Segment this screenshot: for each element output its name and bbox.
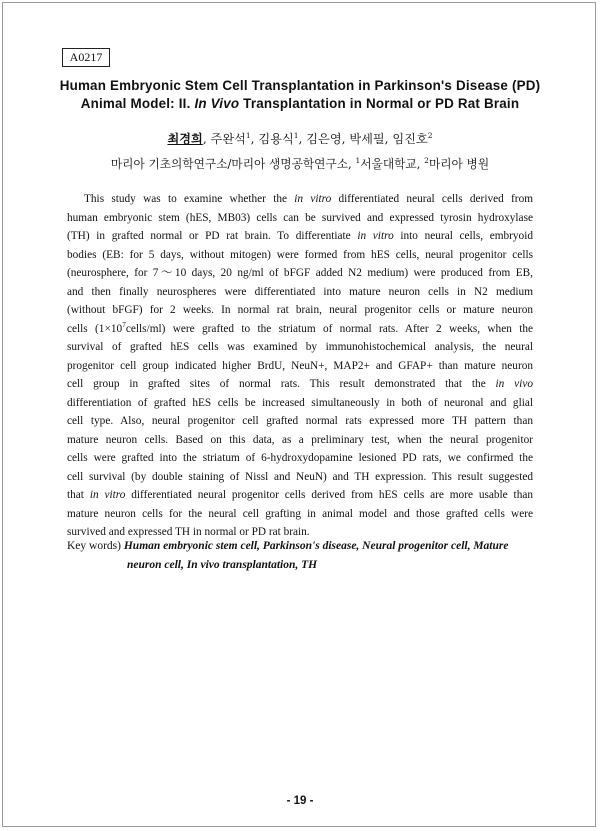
- affil-sup-1: 1: [355, 156, 361, 165]
- abstract-body: [67, 190, 533, 542]
- author-3-sup: 1: [293, 131, 299, 140]
- affil-hospital: 마리아 병원: [428, 157, 490, 171]
- author-2-sup: 1: [245, 131, 251, 140]
- abstract-line: This study was to examine whether the in vitro differentiated neural cells derived from: [84, 193, 533, 205]
- author-rest-sup: 2: [427, 131, 433, 140]
- abstract-line: cells were grafted into the striatum of 6-hydroxydopamine lesioned PD rats, we confirmed the: [67, 452, 533, 464]
- abstract-line: bodies (EB: for 5 days, without mitogen) were formed from hES cells, neural progenitor cells: [67, 248, 533, 261]
- abstract-line: cell group in grafted sites of normal rats. This result demonstrated that the in vivo: [67, 378, 533, 390]
- abstract-line: that in vitro differentiated neural progenitor cells derived from hES cells are more usable than: [67, 489, 534, 501]
- title-line-2-pre: Animal Model: II.: [80, 96, 195, 111]
- abstract-line: survival of grafted hES cells was examined by immunohistochemical analysis, the neural: [67, 341, 533, 353]
- affil-university: 서울대학교,: [360, 157, 425, 171]
- author-rest: , 김은영, 박세필, 임진호: [298, 132, 428, 146]
- abstract-line: cell type. Also, neural progenitor cell grafted normal rats expressed more TH pattern than: [67, 415, 533, 427]
- abstract-line: (neurosphere, for 7～10 days, 20 ng/ml of bFGF added N2 medium) were produced from EB,: [67, 267, 533, 279]
- abstract-line: mature neuron cells for the neural cell grafting in animal model and those grafted cells were: [67, 507, 533, 520]
- affil-sup-2: 2: [424, 156, 429, 165]
- abstract-line: survived and expressed TH in normal or PD rat brain.: [67, 526, 310, 538]
- keywords-label: Key words): [67, 540, 124, 552]
- title-line-1: Human Embryonic Stem Cell Transplantation in Parkinson's Disease (PD): [59, 78, 541, 93]
- abstract-line: (without bFGF) for 2 weeks. In normal rat brain, neural progenitor cells or mature neuron: [67, 304, 533, 316]
- title-line-2-italic: In Vivo: [194, 96, 240, 111]
- keywords: [67, 537, 537, 574]
- abstract-line: human embryonic stem (hES, MB03) cells can be survived and expressed tyrosin hydroxylase: [67, 211, 533, 224]
- author-list: [40, 131, 560, 147]
- abstract-line: differentiation of grafted hES cells be increased simultaneously in both of neuronal and glial: [67, 396, 533, 409]
- title-line-2: [40, 94, 560, 113]
- abstract-line: cells $(1\times 10^7cells/ml)$ were grafted to the striatum of normal rats. After 2 weeks, when the: [67, 319, 533, 335]
- abstract-line: and then finally neurospheres were differentiated into mature neuron cells in N2 medium: [67, 285, 533, 298]
- author-2: , 주완석: [202, 132, 246, 146]
- author-3: , 김용식: [250, 132, 294, 146]
- lead-author: 최경희: [167, 132, 203, 146]
- abstract-line: cell survival (by double staining of Nissl and NeuN) and TH expression. This result suggested: [67, 470, 533, 483]
- affiliations: [40, 156, 560, 172]
- title-line-2-post: Transplantation in Normal or PD Rat Brain: [239, 96, 520, 111]
- affil-main: 마리아 기초의학연구소/마리아 생명공학연구소,: [110, 157, 356, 171]
- abstract-line: mature neuron cells. Based on this data, as a preliminary test, when the neural progenitor: [67, 433, 533, 446]
- page-number: - 19 -: [286, 795, 314, 807]
- keywords-line-2: neuron cell, In vivo transplantation, TH: [127, 558, 318, 571]
- abstract-line: progenitor cell group indicated higher BrdU, NeuN+, MAP2+ and GFAP+ than mature neuron: [67, 359, 533, 372]
- abstract-line: (TH) in grafted normal or PD rat brain. To differentiate in vitro into neural cells, embryoid: [67, 230, 533, 242]
- abstract-code-box: A0217: [62, 48, 110, 67]
- keywords-line-1: Human embryonic stem cell, Parkinson's disease, Neural progenitor cell, Mature: [123, 540, 509, 552]
